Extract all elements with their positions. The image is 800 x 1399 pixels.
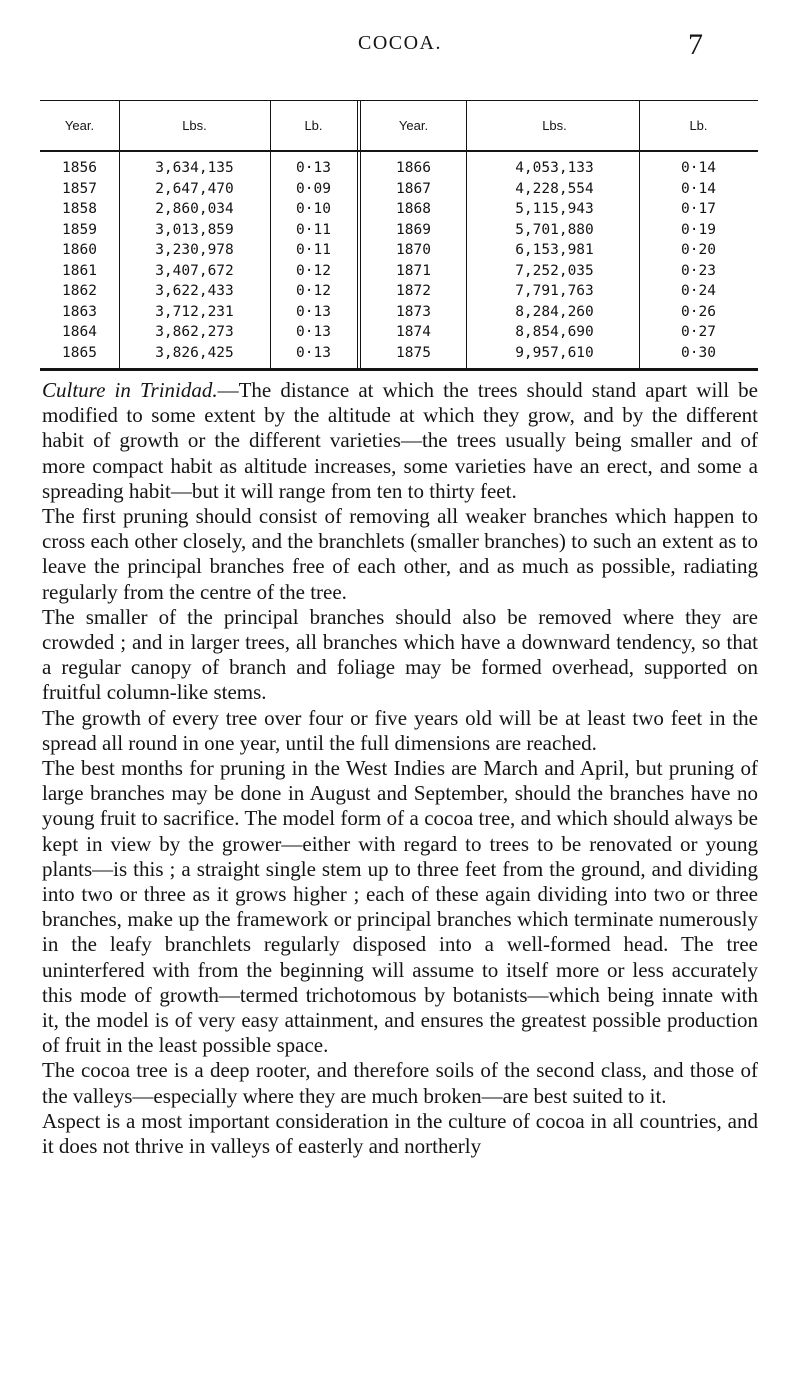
header-lb: Lb. <box>304 117 323 133</box>
table-row <box>40 322 758 343</box>
lb-cell: 0·12 <box>296 283 331 299</box>
lbs-cell: 7,791,763 <box>515 283 594 299</box>
lbs-cell: 3,230,978 <box>155 242 234 258</box>
lb-cell: 0·09 <box>296 180 331 197</box>
table-row <box>40 343 758 364</box>
year-cell: 1869 <box>396 221 431 238</box>
year-cell: 1873 <box>396 303 431 320</box>
lbs-cell: 4,228,554 <box>515 180 594 197</box>
lbs-cell: 3,712,231 <box>155 303 234 320</box>
lbs-cell: 4,053,133 <box>515 160 594 176</box>
header-row <box>40 100 758 150</box>
lbs-cell: 9,957,610 <box>515 344 594 361</box>
year-cell: 1870 <box>396 242 431 258</box>
lb-cell: 0·30 <box>681 344 716 361</box>
year-cell: 1859 <box>62 221 97 238</box>
lb-cell: 0·27 <box>681 324 716 340</box>
lb-cell: 0·14 <box>681 180 716 197</box>
lbs-cell: 8,854,690 <box>515 324 594 340</box>
header-year: Year. <box>398 117 429 133</box>
lb-cell: 0·13 <box>296 324 331 340</box>
lb-cell: 0·26 <box>681 303 716 320</box>
lb-cell: 0·11 <box>296 221 331 238</box>
paragraph: The growth of every tree over four or five years old will be at least two feet in the spread all round in one year, until the full dimensions are reached. <box>42 705 758 755</box>
table-row <box>40 281 758 302</box>
lbs-cell: 3,826,425 <box>155 344 234 361</box>
body-text <box>42 378 758 1159</box>
year-cell: 1856 <box>62 160 97 176</box>
lbs-cell: 7,252,035 <box>515 262 594 279</box>
table-row <box>40 158 758 179</box>
data-table <box>40 100 758 363</box>
lb-cell: 0·13 <box>296 344 331 361</box>
year-cell: 1857 <box>62 180 97 197</box>
table-row <box>40 220 758 241</box>
lbs-cell: 5,115,943 <box>515 201 594 217</box>
lbs-cell: 3,862,273 <box>155 324 234 340</box>
year-cell: 1862 <box>62 283 97 299</box>
running-head <box>0 28 800 68</box>
year-cell: 1866 <box>396 160 431 176</box>
lb-cell: 0·23 <box>681 262 716 279</box>
statistics-table <box>40 100 758 372</box>
lbs-cell: 3,634,135 <box>155 160 234 176</box>
lbs-cell: 5,701,880 <box>515 221 594 238</box>
lb-cell: 0·24 <box>681 283 716 299</box>
year-cell: 1858 <box>62 201 97 217</box>
paragraph: Aspect is a most important consideration in the culture of cocoa in all countries, and it does not thrive in valleys of easterly and northerly <box>42 1108 758 1159</box>
lb-cell: 0·20 <box>681 242 716 258</box>
lbs-cell: 8,284,260 <box>515 303 594 320</box>
header-year: Year. <box>64 117 95 133</box>
table-row <box>40 199 758 220</box>
page-number: 7 <box>688 28 703 61</box>
table-row <box>40 240 758 261</box>
table-row <box>40 302 758 323</box>
header-lb: Lb. <box>689 117 708 133</box>
year-cell: 1872 <box>396 283 431 299</box>
year-cell: 1864 <box>62 324 97 340</box>
lbs-cell: 3,013,859 <box>155 221 234 238</box>
table-row <box>40 179 758 200</box>
lbs-cell: 6,153,981 <box>515 242 594 258</box>
year-cell: 1874 <box>396 324 431 340</box>
year-cell: 1867 <box>396 180 431 197</box>
lb-cell: 0·12 <box>296 262 331 279</box>
lb-cell: 0·14 <box>681 160 716 176</box>
paragraph: The cocoa tree is a deep rooter, and therefore soils of the second class, and those of the valleys—especially where they are much broken—are best suited to it. <box>42 1058 758 1108</box>
lb-cell: 0·13 <box>296 160 331 176</box>
paragraph-text: —The distance at which the trees should stand apart will be modified to some extent by the altitude at which they grow, and by the different habit of growth or the different varieties—the trees usually being smaller and of more compact habit as altitude increases, some varieties have an erect, and some a spreading habit—but it will range from ten to thirty feet. <box>42 378 758 503</box>
year-cell: 1865 <box>62 344 97 361</box>
lbs-cell: 3,622,433 <box>155 283 234 299</box>
paragraph: The best months for pruning in the West Indies are March and April, but pruning of large branches may be done in August and September, should the branches have no young fruit to sacrifice. The model form of a cocoa tree, and which should always be kept in view by the grower—either with regard to trees to be renovated or young plants—is this ; a straight single stem up to three feet from the ground, and dividing into two or three as it grows higher ; each of these again dividing into two or three branches, make up the framework or principal branches which terminate numerously in the leafy branchlets regularly disposed into a well-formed head. The tree uninterfered with from the beginning will assume to itself more or less accurately this mode of growth—termed trichotomous by botanists—which being innate with it, the model is of very easy attainment, and ensures the greatest possible production of fruit in the least possible space. <box>42 756 758 1058</box>
lb-cell: 0·19 <box>681 221 716 238</box>
lbs-cell: 2,860,034 <box>155 201 234 217</box>
year-cell: 1861 <box>62 262 97 279</box>
lb-cell: 0·11 <box>296 242 331 258</box>
table-bottom-rule <box>40 368 758 371</box>
lb-cell: 0·13 <box>296 303 331 320</box>
header-lbs: Lbs. <box>182 117 207 133</box>
section-heading: Culture in Trinidad. <box>42 378 218 402</box>
year-cell: 1863 <box>62 303 97 320</box>
year-cell: 1875 <box>396 344 431 361</box>
lb-cell: 0·17 <box>681 201 716 217</box>
lbs-cell: 2,647,470 <box>155 180 234 197</box>
table-row <box>40 261 758 282</box>
year-cell: 1860 <box>62 242 97 258</box>
lbs-cell: 3,407,672 <box>155 262 234 279</box>
table-row <box>40 150 758 158</box>
year-cell: 1868 <box>396 201 431 217</box>
header-lbs: Lbs. <box>542 117 567 133</box>
running-title: COCOA. <box>357 32 442 54</box>
paragraph: The smaller of the principal branches should also be removed where they are crowded ; and in larger trees, all branches which have a downward tendency, so that a regular canopy of branch and foliage may be formed overhead, supported on fruitful column-like stems. <box>42 604 758 705</box>
lb-cell: 0·10 <box>296 201 331 217</box>
paragraph: The first pruning should consist of removing all weaker branches which happen to cross each other closely, and the branchlets (smaller branches) to such an extent as to leave the principal branches free of each other, and as much as possible, radiating regularly from the centre of the tree. <box>42 504 758 604</box>
paragraph-culture-in-trinidad <box>42 378 758 504</box>
year-cell: 1871 <box>396 262 431 279</box>
